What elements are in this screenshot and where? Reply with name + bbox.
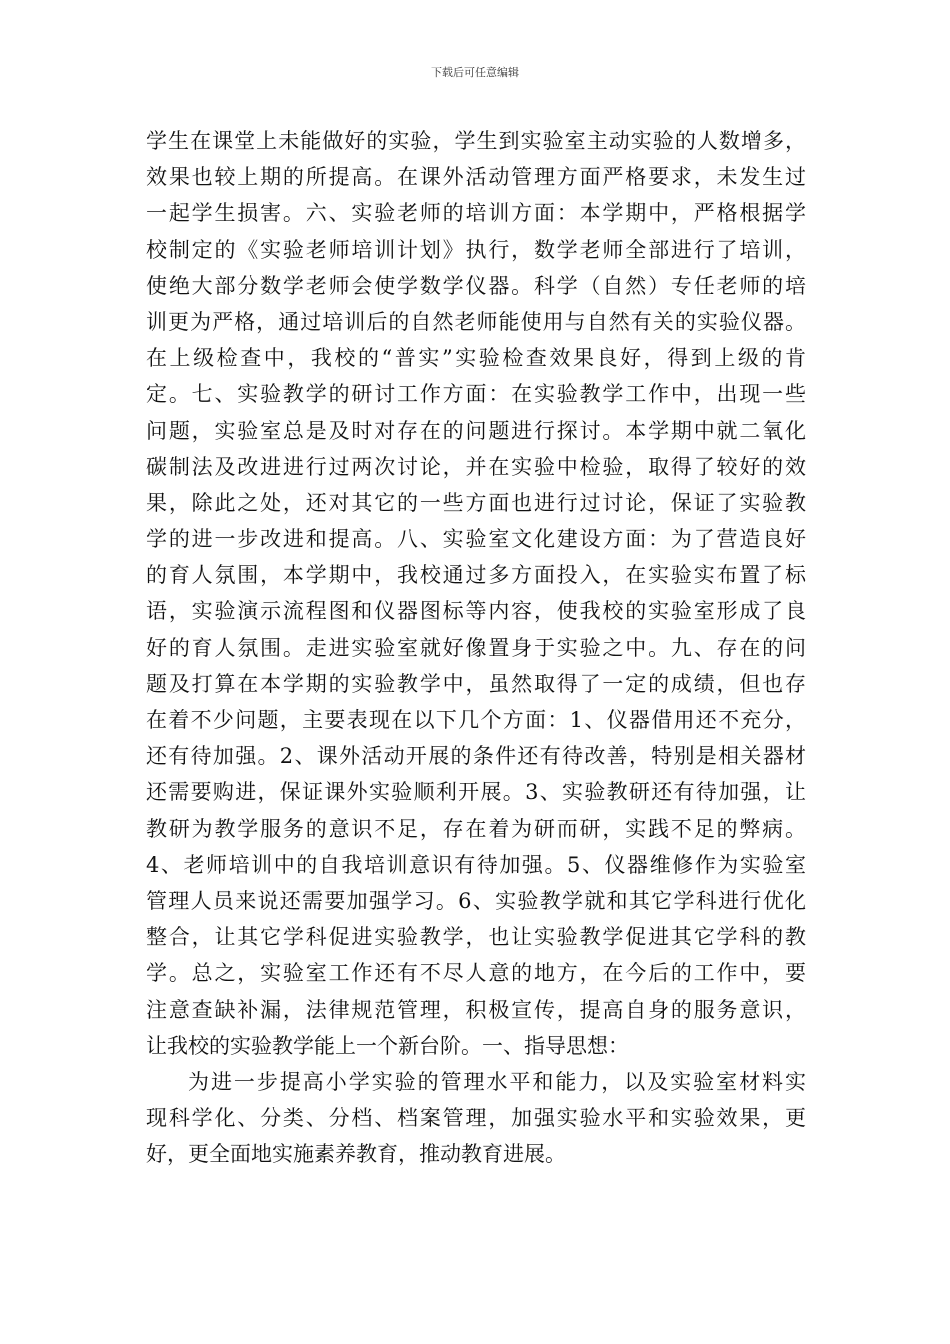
text-line: 好，更全面地实施素养教育，推动教育进展。 [146,1142,566,1167]
text-line: 碳制法及改进进行过两次讨论，并在实验中检验，取得了较好的效 [146,454,806,479]
text-line: 果，除此之处，还对其它的一些方面也进行过讨论，保证了实验教 [146,490,806,515]
text-line: 在上级检查中，我校的“普实”实验检查效果良好，得到上级的肯 [146,346,806,371]
text-line: 问题，实验室总是及时对存在的问题进行探讨。本学期中就二氧化 [146,418,806,443]
text-line: 校制定的《实验老师培训计划》执行，数学老师全部进行了培训， [146,237,806,262]
document-body [146,123,806,1172]
text-line: 定。七、实验教学的研讨工作方面：在实验教学工作中，出现一些 [146,382,806,407]
text-line: 一起学生损害。六、实验老师的培训方面：本学期中，严格根据学 [146,201,806,226]
text-line: 为进一步提高小学实验的管理水平和能力，以及实验室材料实 [188,1069,806,1094]
text-line: 注意查缺补漏，法律规范管理，积极宣传，提高自身的服务意识， [146,997,806,1022]
text-line: 学生在课堂上未能做好的实验，学生到实验室主动实验的人数增多， [146,129,806,153]
text-line: 现科学化、分类、分档、档案管理，加强实验水平和实验效果，更 [146,1106,806,1131]
text-line: 学。总之，实验室工作还有不尽人意的地方，在今后的工作中，要 [146,961,806,986]
text-line: 语，实验演示流程图和仪器图标等内容，使我校的实验室形成了良 [146,599,806,624]
text-line: 还有待加强。2、课外活动开展的条件还有待改善，特别是相关器材 [146,744,806,769]
text-line: 4、老师培训中的自我培训意识有待加强。5、仪器维修作为实验室 [146,852,806,877]
text-line: 使绝大部分数学老师会使学数学仪器。科学（自然）专任老师的培 [146,273,806,298]
text-line: 效果也较上期的所提高。在课外活动管理方面严格要求，未发生过 [146,165,806,190]
text-line: 教研为教学服务的意识不足，存在着为研而研，实践不足的弊病。 [146,816,806,841]
text-line: 训更为严格，通过培训后的自然老师能使用与自然有关的实验仪器。 [146,309,806,334]
text-line: 好的育人氛围。走进实验室就好像置身于实验之中。九、存在的问 [146,635,806,660]
text-line: 让我校的实验教学能上一个新台阶。一、指导思想： [146,1033,629,1058]
text-line: 还需要购进，保证课外实验顺利开展。3、实验教研还有待加强，让 [146,780,806,805]
text-line: 整合，让其它学科促进实验教学，也让实验教学促进其它学科的教 [146,925,806,950]
text-line: 题及打算在本学期的实验教学中，虽然取得了一定的成绩，但也存 [146,671,806,696]
page-header: 下载后可任意编辑 [431,66,519,79]
text-line: 的育人氛围，本学期中，我校通过多方面投入，在实验实布置了标 [146,563,806,588]
text-line: 管理人员来说还需要加强学习。6、实验教学就和其它学科进行优化 [146,888,806,913]
text-line: 学的进一步改进和提高。八、实验室文化建设方面：为了营造良好 [146,527,806,552]
text-line: 在着不少问题，主要表现在以下几个方面：1、仪器借用还不充分， [146,708,806,732]
